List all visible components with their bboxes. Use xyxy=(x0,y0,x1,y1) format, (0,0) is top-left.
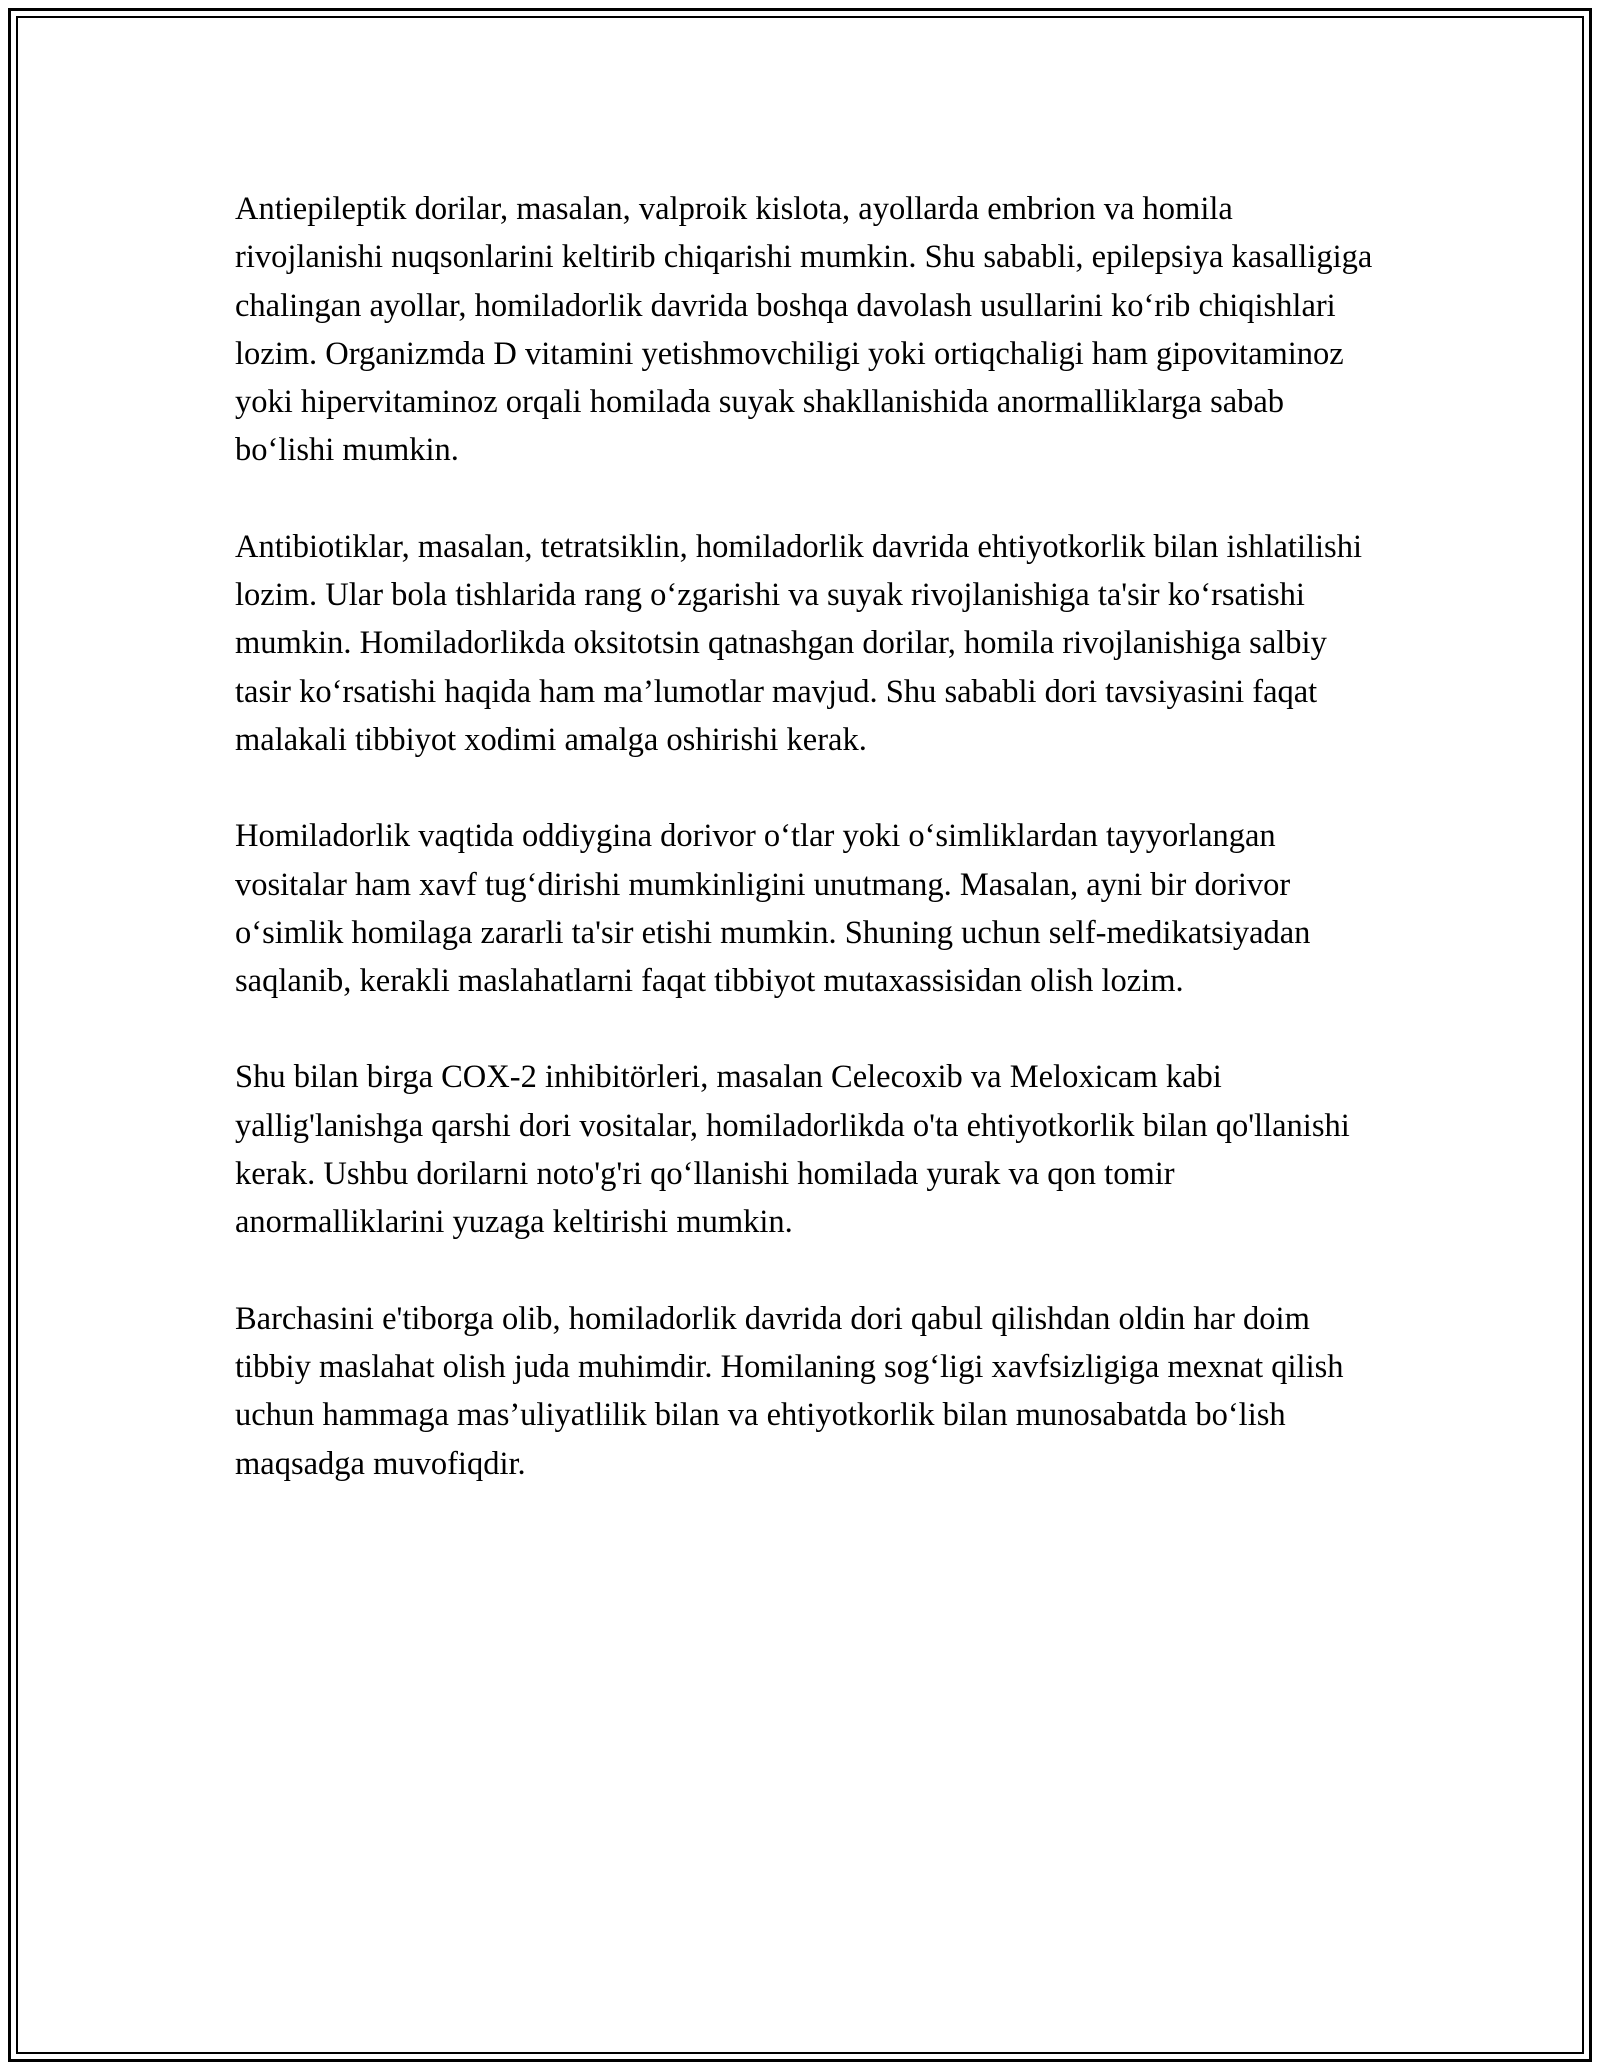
paragraph-antiepileptic: Antiepileptik dorilar, masalan, valproik kislota, ayollarda embrion va homila rivojlanishi nuqsonlarini keltirib chiqarishi mumkin. Shu sababli, epilepsiya kasalligiga chalingan ayollar, homiladorlik davrida boshqa davolash usullarini koʻrib chiqishlari lozim. Organizmda D vitamini yetishmovchiligi yoki ortiqchaligi ham gipovitaminoz yoki hipervitaminoz orqali homilada suyak shakllanishida anormalliklarga sabab boʻlishi mumkin. xyxy=(235,191,1373,469)
document-body xyxy=(235,185,1375,1536)
paragraph-herbal-remedies: Homiladorlik vaqtida oddiygina dorivor oʻtlar yoki oʻsimliklardan tayyorlangan vositalar ham xavf tugʻdirishi mumkinligini unutmang. Masalan, ayni bir dorivor oʻsimlik homilaga zararli ta'sir etishi mumkin. Shuning uchun self-medikatsiyadan saqlanib, kerakli maslahatlarni faqat tibbiyot mutaxassisidan olish lozim. xyxy=(235,818,1311,1000)
paragraph-conclusion: Barchasini e'tiborga olib, homiladorlik davrida dori qabul qilishdan oldin har doim tibbiy maslahat olish juda muhimdir. Homilaning sogʻligi xavfsizligiga mexnat qilish uchun hammaga mas’uliyatlilik bilan va ehtiyotkorlik bilan munosabatda boʻlish maqsadga muvofiqdir. xyxy=(235,1300,1344,1482)
paragraph-cox2-inhibitors: Shu bilan birga COX-2 inhibitörleri, masalan Celecoxib va Meloxicam kabi yallig'lanishga qarshi dori vositalar, homiladorlikda o'ta ehtiyotkorlik bilan qo'llanishi kerak. Ushbu dorilarni noto'g'ri qoʻllanishi homilada yurak va qon tomir anormalliklarini yuzaga keltirishi mumkin. xyxy=(235,1059,1350,1241)
paragraph-antibiotics: Antibiotiklar, masalan, tetratsiklin, homiladorlik davrida ehtiyotkorlik bilan ishlatilishi lozim. Ular bola tishlarida rang oʻzgarishi va suyak rivojlanishiga ta'sir koʻrsatishi mumkin. Homiladorlikda oksitotsin qatnashgan dorilar, homila rivojlanishiga salbiy tasir koʻrsatishi haqida ham ma’lumotlar mavjud. Shu sababli dori tavsiyasini faqat malakali tibbiyot xodimi amalga oshirishi kerak. xyxy=(235,528,1362,758)
